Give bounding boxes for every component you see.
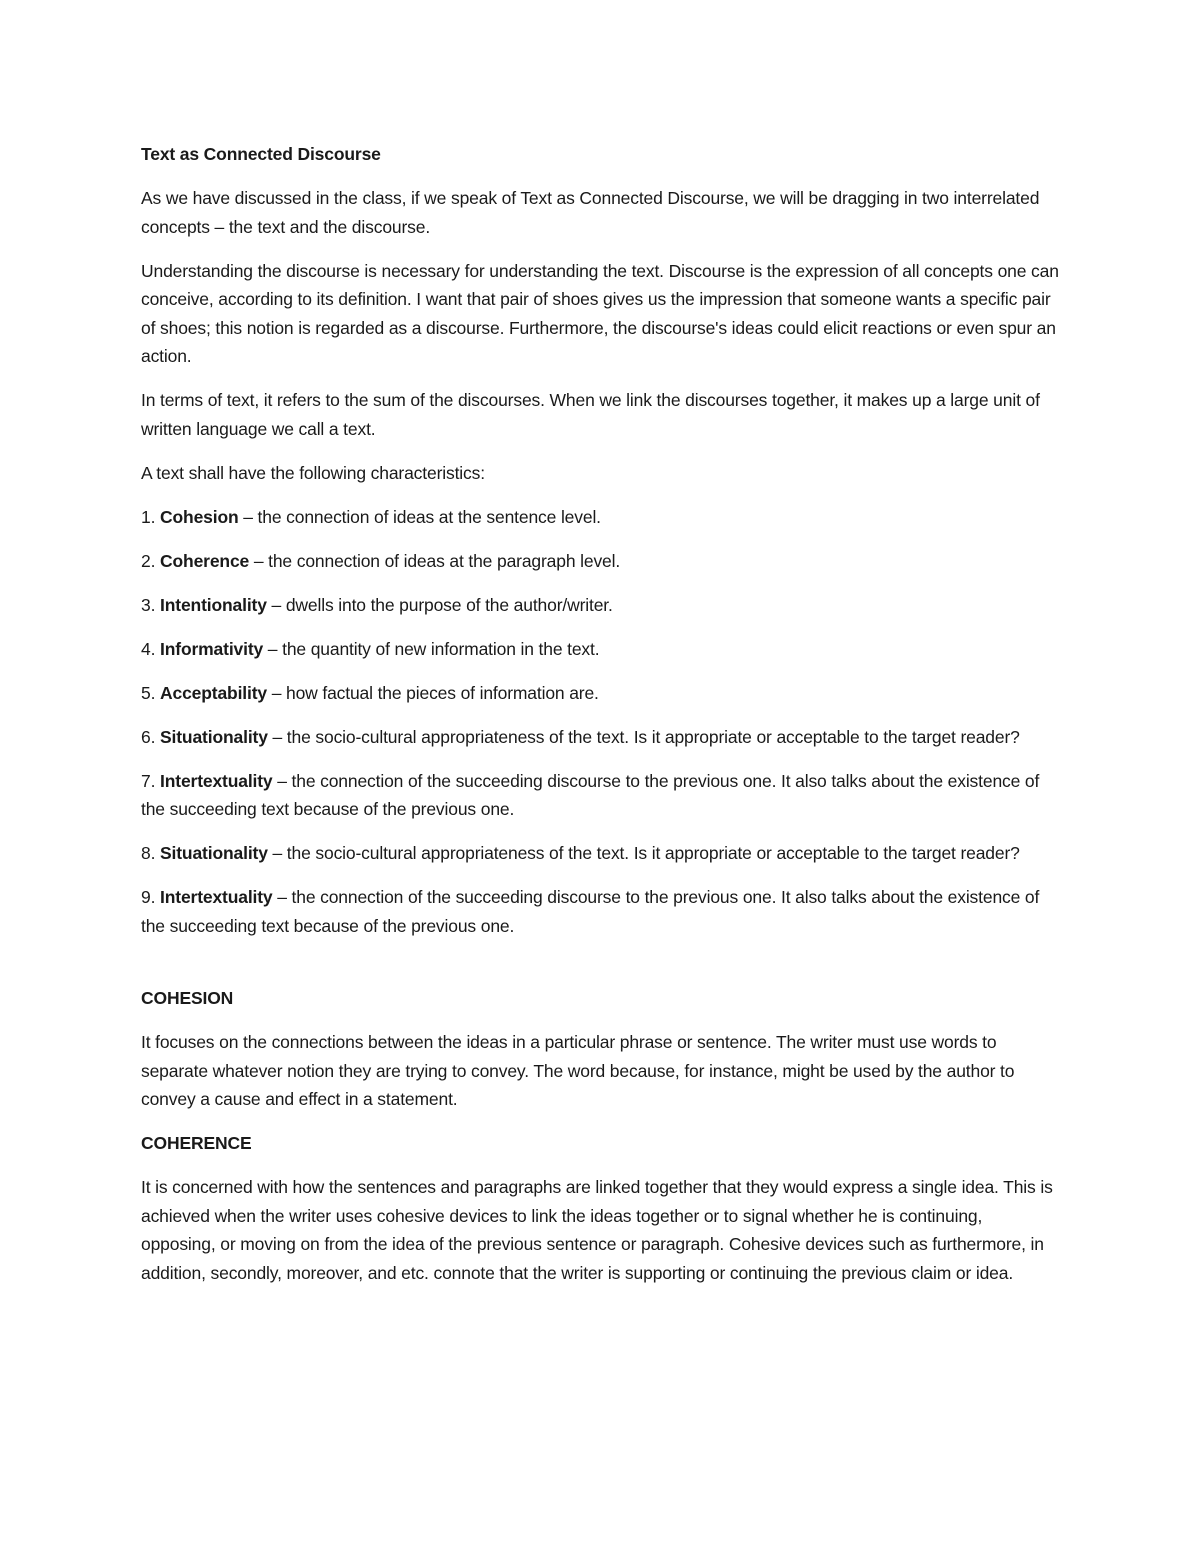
item-term: Situationality bbox=[160, 726, 268, 747]
list-item bbox=[141, 547, 1061, 576]
list-item bbox=[141, 635, 1061, 664]
cohesion-body: It focuses on the connections between the ideas in a particular phrase or sentence. The writer must use words to separate whatever notion they are trying to convey. The word because, for instance, might be used by the author to convey a cause and effect in a statement. bbox=[141, 1032, 1015, 1109]
item-description: – the connection of the succeeding discourse to the previous one. It also talks about the existence of the succeeding text because of the previous one. bbox=[141, 770, 1040, 819]
item-number: 6. bbox=[141, 726, 156, 747]
item-number: 9. bbox=[141, 887, 156, 907]
document-title: Text as Connected Discourse bbox=[141, 144, 381, 164]
discourse-paragraph: Understanding the discourse is necessary for understanding the text. Discourse is the expression of all concepts one can conceive, according to its definition. I want that pair of shoes gives us the impression that someone wants a specific pair of shoes; this notion is regarded as a discourse. Furthermore, the discourse's ideas could elicit reactions or even spur an action. bbox=[141, 260, 1059, 366]
characteristics-list bbox=[141, 503, 1061, 941]
item-term: Acceptability bbox=[160, 682, 267, 703]
item-term: Coherence bbox=[160, 550, 250, 571]
list-item bbox=[141, 839, 1061, 868]
list-item bbox=[141, 503, 1061, 532]
item-number: 3. bbox=[141, 594, 156, 615]
item-description: – the socio-cultural appropriateness of the text. Is it appropriate or acceptable to the target reader? bbox=[267, 843, 1020, 863]
characteristics-intro: A text shall have the following characteristics: bbox=[141, 462, 485, 483]
list-item bbox=[141, 723, 1061, 752]
item-term: Cohesion bbox=[160, 506, 239, 527]
item-description: – the quantity of new information in the text. bbox=[263, 638, 600, 659]
cohesion-heading: COHESION bbox=[141, 988, 234, 1008]
item-term: Intertextuality bbox=[160, 887, 273, 907]
item-description: – how factual the pieces of information are. bbox=[267, 682, 599, 703]
coherence-body: It is concerned with how the sentences and paragraphs are linked together that they would express a single idea. This is achieved when the writer uses cohesive devices to link the ideas together or to signal whether he is continuing, opposing, or moving on from the idea of the previous sentence or paragraph. Cohesive devices such as furthermore, in addition, secondly, moreover, and etc. connote that the writer is supporting or continuing the previous claim or idea. bbox=[141, 1177, 1053, 1283]
item-term: Informativity bbox=[160, 638, 264, 659]
item-description: – dwells into the purpose of the author/writer. bbox=[266, 594, 613, 615]
list-item bbox=[141, 591, 1061, 620]
item-description: – the socio-cultural appropriateness of the text. Is it appropriate or acceptable to the target reader? bbox=[267, 726, 1020, 747]
text-paragraph: In terms of text, it refers to the sum of the discourses. When we link the discourses together, it makes up a large unit of written language we call a text. bbox=[141, 390, 1040, 439]
list-item bbox=[141, 883, 1061, 940]
coherence-heading: COHERENCE bbox=[141, 1133, 252, 1153]
list-item bbox=[141, 679, 1061, 708]
item-term: Situationality bbox=[160, 843, 268, 863]
item-description: – the connection of ideas at the sentence level. bbox=[238, 506, 601, 527]
list-item bbox=[141, 767, 1061, 824]
item-term: Intentionality bbox=[160, 594, 267, 615]
intro-paragraph: As we have discussed in the class, if we speak of Text as Connected Discourse, we will be dragging in two interrelated concepts – the text and the discourse. bbox=[141, 188, 1040, 237]
item-description: – the connection of the succeeding discourse to the previous one. It also talks about the existence of the succeeding text because of the previous one. bbox=[141, 887, 1040, 936]
item-number: 7. bbox=[141, 770, 156, 791]
item-term: Intertextuality bbox=[160, 770, 273, 791]
item-number: 2. bbox=[141, 550, 156, 571]
document-page bbox=[141, 140, 1061, 1303]
item-number: 8. bbox=[141, 843, 156, 863]
item-number: 5. bbox=[141, 682, 156, 703]
item-number: 1. bbox=[141, 506, 156, 527]
item-number: 4. bbox=[141, 638, 156, 659]
blank-line bbox=[141, 956, 1061, 985]
item-description: – the connection of ideas at the paragraph level. bbox=[249, 550, 621, 571]
